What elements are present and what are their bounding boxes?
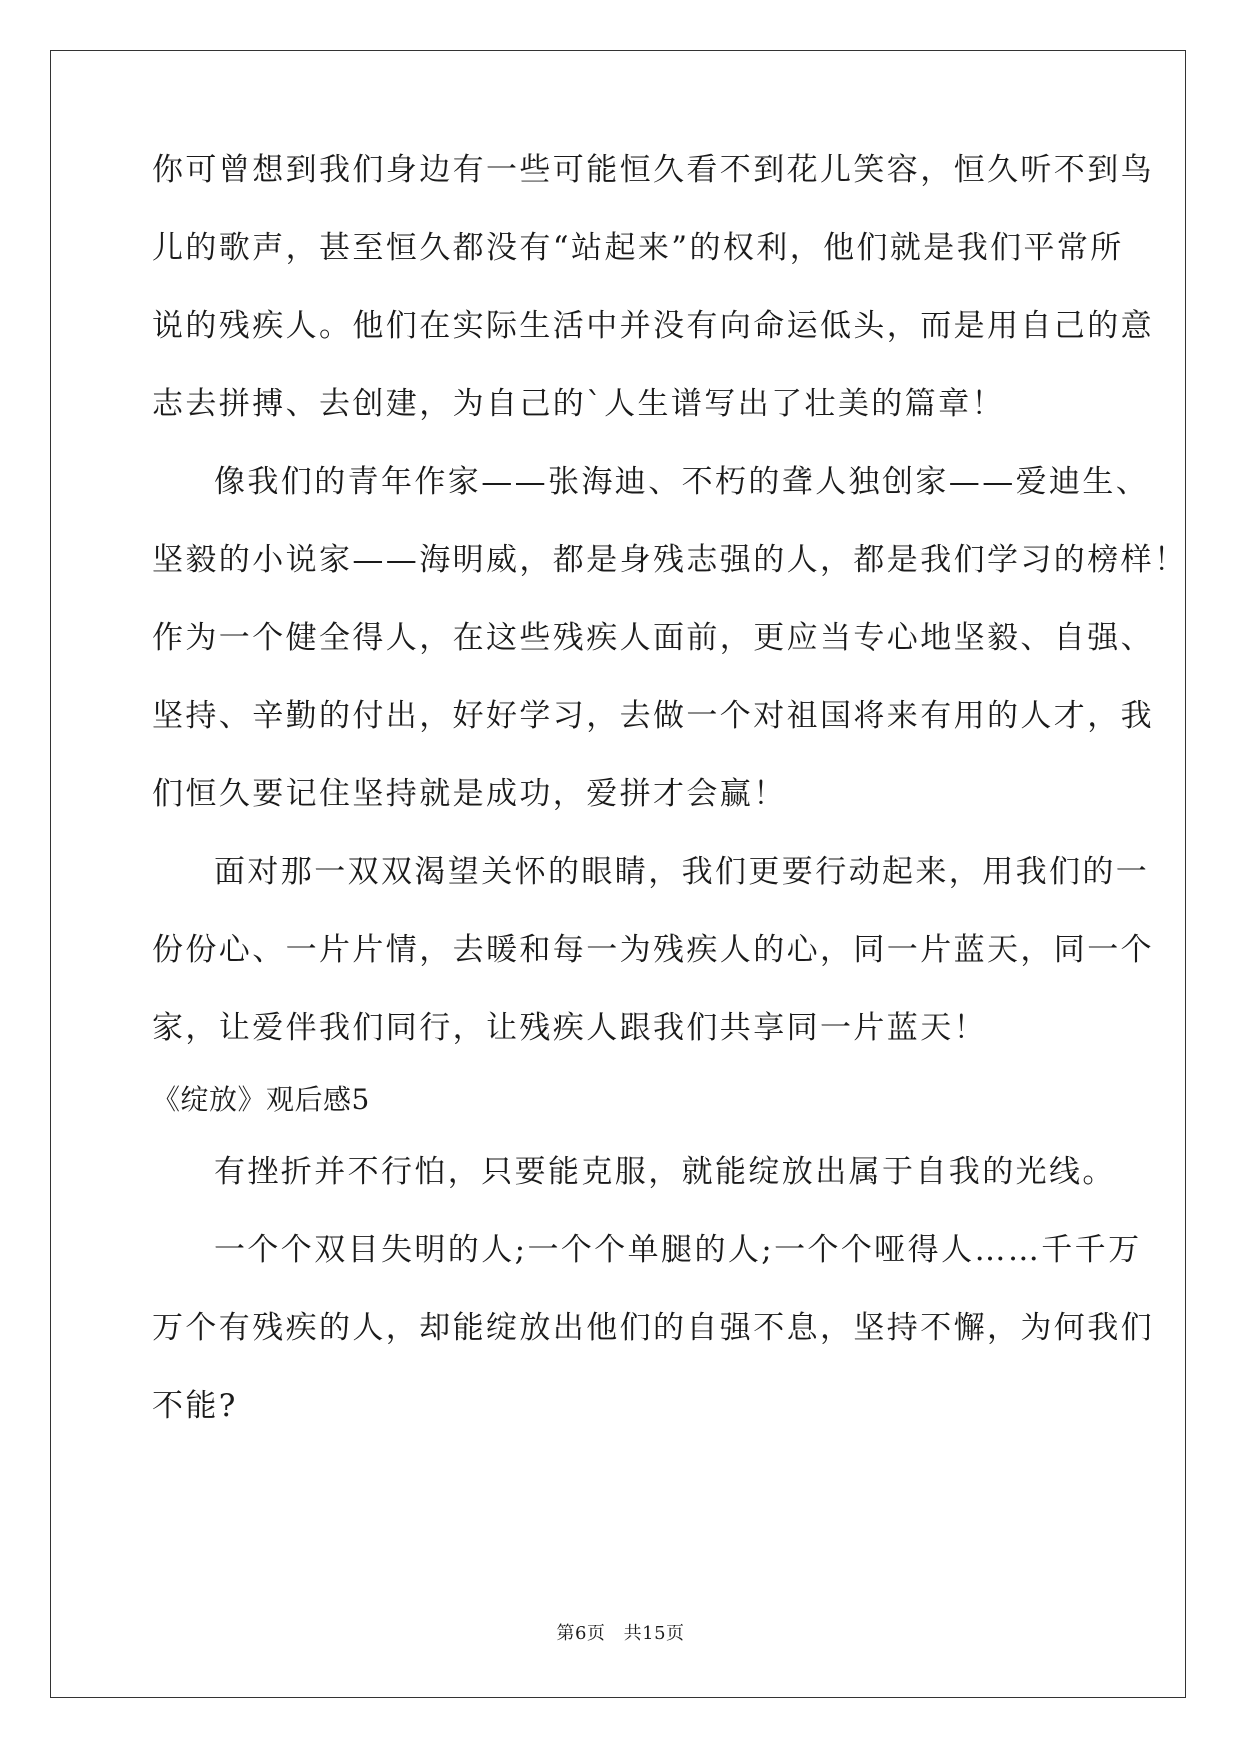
text-line: 说的残疾人。他们在实际生活中并没有向命运低头，而是用自己的意 [152,308,1154,344]
text-line: 作为一个健全得人，在这些残疾人面前，更应当专心地坚毅、自强、 [152,620,1154,656]
text-line: 不能? [152,1388,238,1424]
page-number: 第6页 [556,1623,606,1644]
page-footer [0,1622,1241,1646]
text-line: 坚毅的小说家——海明威，都是身残志强的人，都是我们学习的榜样！ [152,542,1188,578]
page-total: 共15页 [623,1623,685,1644]
section-heading: 《绽放》观后感5 [152,1083,370,1116]
text-line: 志去拼搏、去创建，为自己的`人生谱写出了壮美的篇章！ [152,386,1005,422]
text-line: 有挫折并不行怕，只要能克服，就能绽放出属于自我的光线。 [214,1154,1116,1190]
text-line: 们恒久要记住坚持就是成功，爱拼才会赢！ [152,776,787,812]
text-line: 面对那一双双渴望关怀的眼睛，我们更要行动起来，用我们的一 [214,854,1150,890]
text-line: 份份心、一片片情，去暖和每一为残疾人的心，同一片蓝天，同一个 [152,932,1154,968]
text-line: 像我们的青年作家——张海迪、不朽的聋人独创家——爱迪生、 [214,464,1150,500]
text-line: 家，让爱伴我们同行，让残疾人跟我们共享同一片蓝天！ [152,1010,987,1046]
text-line: 坚持、辛勤的付出，好好学习，去做一个对祖国将来有用的人才，我 [152,698,1154,734]
text-line: 你可曾想到我们身边有一些可能恒久看不到花儿笑容，恒久听不到鸟 [152,152,1154,188]
text-line: 儿的歌声，甚至恒久都没有“站起来”的权利，他们就是我们平常所 [152,230,1124,266]
text-line: 万个有残疾的人，却能绽放出他们的自强不息，坚持不懈，为何我们 [152,1310,1154,1346]
text-line: 一个个双目失明的人;一个个单腿的人;一个个哑得人……千千万 [214,1232,1142,1268]
